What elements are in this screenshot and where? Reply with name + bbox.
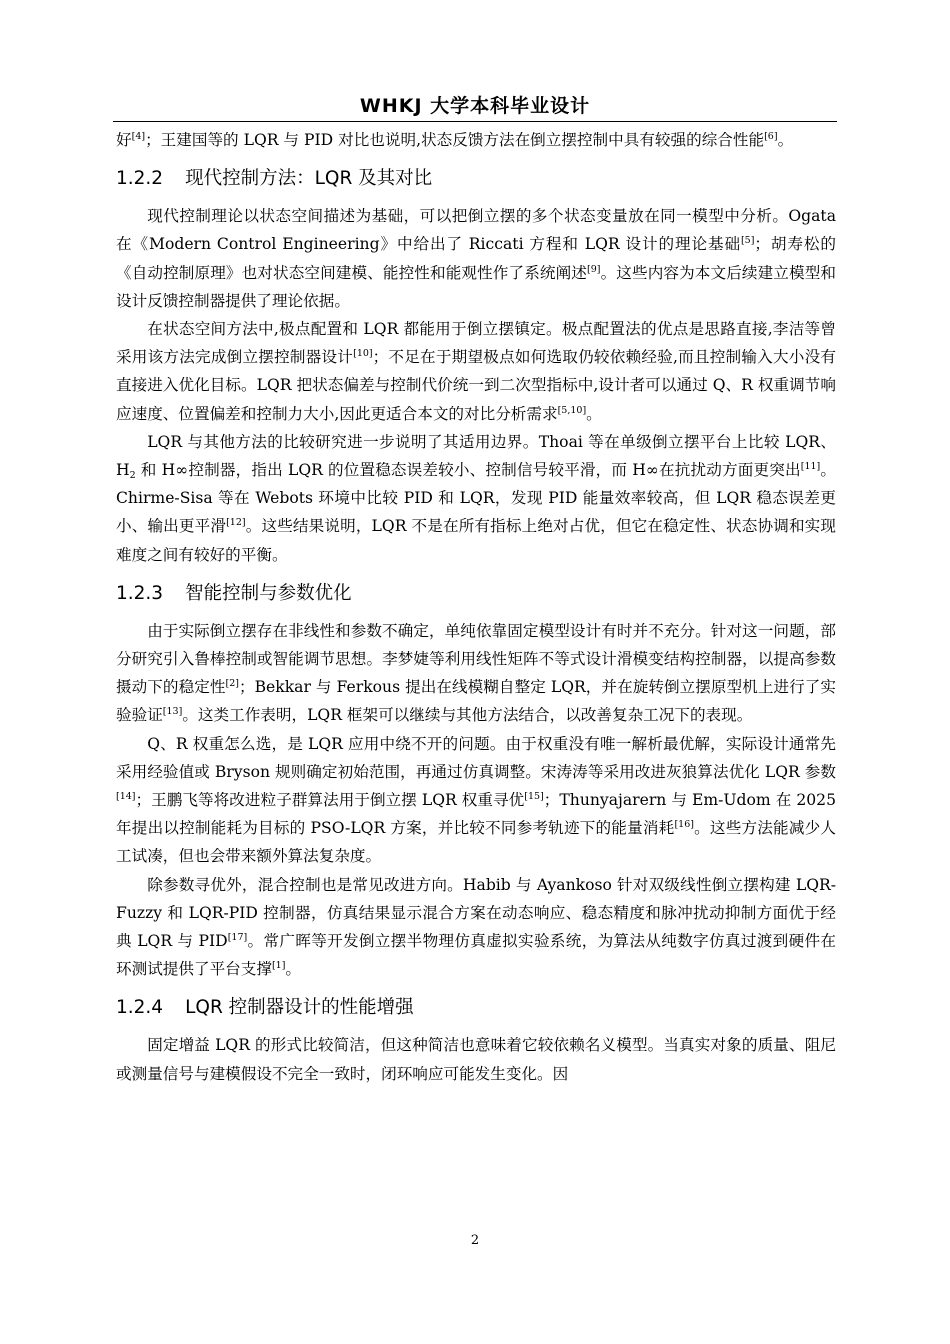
citation[interactable]: [6] <box>764 131 778 142</box>
citation[interactable]: [4] <box>131 131 146 142</box>
citation[interactable]: [11] <box>800 461 821 473</box>
section-number: 1.2.4 <box>116 997 164 1019</box>
citation[interactable]: [10] <box>353 348 373 360</box>
section-title: LQR 控制器设计的性能增强 <box>185 997 414 1019</box>
citation[interactable]: [2] <box>225 678 239 690</box>
paragraph: 在状态空间方法中,极点配置和 LQR 都能用于倒立摆镇定。极点配置法的优点是思路直接,李洁等曾采用该方法完成倒立摆控制器设计[10]；不足在于期望极点如何选取仍较依赖经验,而且控制输入大小没有直接进入优化目标。LQR 把状态偏差与控制代价统一到二次型指标中,设计者可以通过 Q、R 权重调节响应速度、位置偏差和控制力大小,因此更适合本文的对比分析需求[5,10]。 <box>116 320 836 423</box>
citation[interactable]: [15] <box>524 791 544 803</box>
citation[interactable]: [5] <box>740 235 755 247</box>
section-heading-1-2-2 <box>116 165 836 193</box>
citation[interactable]: [14] <box>116 791 136 803</box>
paragraph: 除参数寻优外，混合控制也是常见改进方向。Habib 与 Ayankoso 针对双级线性倒立摆构建 LQR-Fuzzy 和 LQR-PID 控制器，仿真结果显示混合方案在动态响应、稳态精度和脉冲扰动抑制方面优于经典 LQR 与 PID[17]。常广晖等开发倒立摆半物理仿真虚拟实验系统，为算法从纯数字仿真过渡到硬件在环测试提供了平台支撑[1]。 <box>116 875 836 979</box>
citation[interactable]: [9] <box>587 263 601 275</box>
paragraph-continued: 好[4]；王建国等的 LQR 与 PID 对比也说明,状态反馈方法在倒立摆控制中具有较强的综合性能[6]。 <box>116 131 794 149</box>
page-header-title: WHKJ 大学本科毕业设计 <box>359 95 591 117</box>
page-number: 2 <box>470 1233 480 1248</box>
citation[interactable]: [13] <box>162 706 183 718</box>
section-number: 1.2.2 <box>116 168 164 190</box>
paragraph: 固定增益 LQR 的形式比较简洁，但这种简洁也意味着它较依赖名义模型。当真实对象的质量、阻尼或测量信号与建模假设不完全一致时，闭环响应可能发生变化。因 <box>116 1036 836 1083</box>
header-divider <box>113 121 837 122</box>
section-heading-1-2-3 <box>116 580 836 608</box>
section-number: 1.2.3 <box>116 582 164 604</box>
paragraph: LQR 与其他方法的比较研究进一步说明了其适用边界。Thoai 等在单级倒立摆平台上比较 LQR、$H_2$ 和 H∞控制器，指出 LQR 的位置稳态误差较小、控制信号较平滑，而 H∞在抗扰动方面更突出[11]。Chirme-Sisa 等在 Webots 环境中比较 PID 和 LQR，发现 PID 能量效率较高，但 LQR 稳态误差更小、输出更平滑[12]。这些结果说明，LQR 不是在所有指标上绝对占优，但它在稳定性、状态协调和实现难度之间有较好的平衡。 <box>116 432 836 564</box>
section-heading-1-2-4 <box>116 994 836 1022</box>
body-text <box>116 126 836 1088</box>
paragraph: 由于实际倒立摆存在非线性和参数不确定，单纯依靠固定模型设计有时并不充分。针对这一问题，部分研究引入鲁棒控制或智能调节思想。李梦婕等利用线性矩阵不等式设计滑模变结构控制器，以提高参数摄动下的稳定性[2]；Bekkar 与 Ferkous 提出在线模糊自整定 LQR，并在旋转倒立摆原型机上进行了实验验证[13]。这类工作表明，LQR 框架可以继续与其他方法结合，以改善复杂工况下的表现。 <box>116 621 836 725</box>
section-title: 智能控制与参数优化 <box>185 582 352 604</box>
citation[interactable]: [1] <box>271 960 286 972</box>
citation[interactable]: [16] <box>674 819 694 831</box>
paragraph: 现代控制理论以状态空间描述为基础，可以把倒立摆的多个状态变量放在同一模型中分析。Ogata 在《Modern Control Engineering》中给出了 Riccati 方程和 LQR 设计的理论基础[5]；胡寿松的《自动控制原理》也对状态空间建模、能控性和能观性作了系统阐述[9]。这些内容为本文后续建立模型和设计反馈控制器提供了理论依据。 <box>116 207 836 310</box>
citation[interactable]: [17] <box>227 932 248 944</box>
paragraph: Q、R 权重怎么选，是 LQR 应用中绕不开的问题。由于权重没有唯一解析最优解，实际设计通常先采用经验值或 Bryson 规则确定初始范围，再通过仿真调整。宋涛涛等采用改进灰狼算法优化 LQR 参数[14]；王鹏飞等将改进粒子群算法用于倒立摆 LQR 权重寻优[15]；Thunyajarern 与 Em-Udom 在 2025 年提出以控制能耗为目标的 PSO-LQR 方案，并比较不同参考轨迹下的能量消耗[16]。这些方法能减少人工试凑，但也会带来额外算法复杂度。 <box>116 734 837 866</box>
section-title: 现代控制方法：LQR 及其对比 <box>185 168 433 190</box>
citation[interactable]: [12] <box>226 517 246 529</box>
citation[interactable]: [5,10] <box>557 404 587 416</box>
subscript: 2 <box>129 470 136 482</box>
